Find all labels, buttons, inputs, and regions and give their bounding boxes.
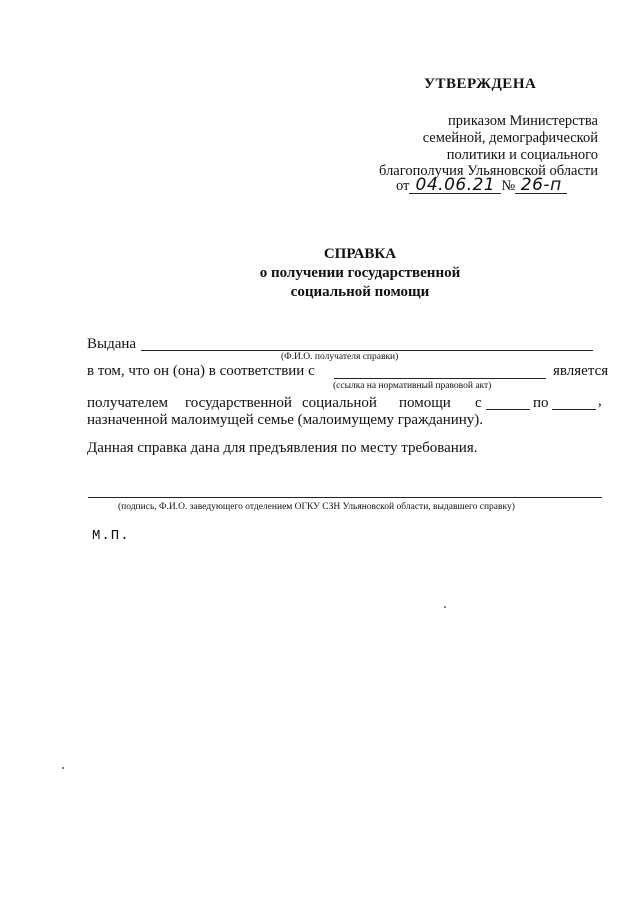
legal-basis-text: в том, что он (она) в соответствии с bbox=[87, 363, 315, 379]
approval-line-1: приказом Министерства bbox=[448, 113, 598, 129]
stamp-placeholder: М.П. bbox=[92, 528, 130, 544]
document-subtitle-1: о получении государственной bbox=[259, 265, 461, 281]
recipient-name-line bbox=[141, 350, 593, 351]
state-word: государственной bbox=[185, 395, 292, 411]
to-label: по bbox=[533, 395, 549, 411]
signature-line bbox=[88, 497, 602, 498]
decree-date-prefix: от bbox=[396, 178, 410, 194]
decree-number-prefix: № bbox=[501, 178, 516, 194]
to-date-line bbox=[552, 409, 596, 410]
purpose-text: Данная справка дана для предъявления по месту требования. bbox=[87, 440, 478, 456]
social-word: социальной bbox=[302, 395, 377, 411]
approval-line-2: семейной, демографической bbox=[422, 130, 598, 146]
scan-speck bbox=[62, 767, 64, 769]
signature-caption: (подпись, Ф.И.О. заведующего отделением ОГКУ СЗН Ульяновской области, выдавшего справку) bbox=[118, 502, 515, 512]
document-title: СПРАВКА bbox=[323, 246, 397, 262]
decree-reference bbox=[396, 177, 567, 195]
row3-comma: , bbox=[598, 393, 602, 409]
is-text: является bbox=[553, 363, 609, 379]
legal-act-caption: (ссылка на нормативный правовой акт) bbox=[333, 381, 492, 391]
decree-number-handwritten: 26-п bbox=[515, 177, 567, 194]
approval-title: УТВЕРЖДЕНА bbox=[424, 76, 537, 92]
decree-date-handwritten: 04.06.21 bbox=[409, 177, 501, 194]
issued-label: Выдана bbox=[87, 336, 137, 352]
approval-line-4: благополучия Ульяновской области bbox=[379, 163, 598, 179]
recipient-name-caption: (Ф.И.О. получателя справки) bbox=[281, 352, 399, 362]
assistance-word: помощи bbox=[399, 395, 451, 411]
approval-line-3: политики и социального bbox=[446, 147, 598, 163]
low-income-text: назначенной малоимущей семье (малоимущему гражданину). bbox=[87, 412, 484, 428]
from-date-line bbox=[486, 409, 530, 410]
recipient-word: получателем bbox=[87, 395, 168, 411]
from-label: с bbox=[475, 395, 482, 411]
document-subtitle-2: социальной помощи bbox=[290, 284, 430, 300]
scan-speck bbox=[444, 606, 446, 608]
legal-act-line bbox=[334, 378, 546, 379]
